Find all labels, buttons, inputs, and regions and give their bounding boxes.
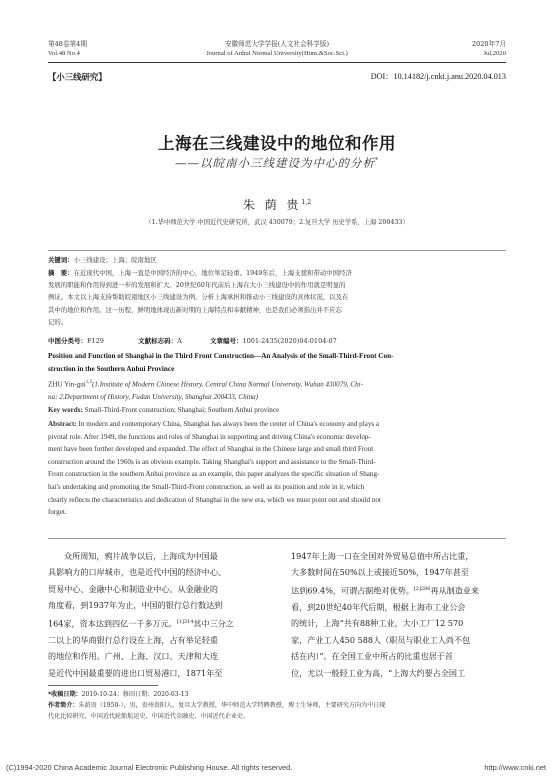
body-line-tail: 再从制造业来: [430, 585, 480, 596]
english-abstract-line: Front construction in the southern Anhui province as an example, this paper analyzes the specific situation of Shang-: [48, 470, 380, 479]
abstract-cn-line: 例证。本文以上海支持帮助皖南地区小三线建设为例，分析上海承担和推动小三线建设的具体状况，以及在: [48, 293, 349, 302]
article-title: 上海在三线建设中的地位和作用: [158, 134, 396, 153]
bio-line: 代化比较研究、中国近代轮船航运史、中国近代金融史、中国近代企业史。: [48, 713, 250, 720]
article-no-label: 文章编号：: [209, 337, 243, 345]
body-line: 具影响力的口岸城市，也是近代中国的经济中心、: [48, 567, 227, 578]
body-column-left: [48, 548, 260, 681]
header-date-cn: 2020年7月: [471, 40, 506, 48]
author-affiliation: （1.华中师范大学 中国近代史研究所，武汉 430079；2.复旦大学 历史学系，上海 200433）: [145, 219, 409, 226]
body-line: 看，到20世纪40年代后期，根据上海市工业公会: [291, 601, 466, 612]
header-journal-en: Journal of Anhui Normal University(Hum.&Soc.Sci.): [206, 50, 348, 57]
english-abstract: [48, 418, 506, 519]
clc-value: F129: [87, 337, 104, 345]
english-affil-line: na; 2.Department of History, Fudan University, Shanghai 200433, China): [48, 392, 259, 401]
copyright-text: (C)1994-2020 China Academic Journal Electronic Publishing House. All rights reserved.: [6, 763, 293, 772]
english-abstract-line: hai's undertaking and promoting the Small-Third-Front construction, as well as its position and role in it, which: [48, 482, 365, 491]
doc-code-value: A: [177, 337, 182, 345]
clc-label: 中图分类号：: [48, 337, 87, 345]
body-line: [48, 614, 260, 632]
cnki-link[interactable]: http://www.cnki.net: [484, 763, 546, 772]
keywords-cn-text: 小三线建设；上海；皖南地区: [73, 256, 157, 264]
subtitle-mark: *: [375, 157, 379, 165]
abstract-cn: [48, 267, 506, 328]
received-dates: 2019-10-24；修回日期：2020-03-13: [81, 691, 189, 698]
doc-code-label: 文献标志码：: [138, 337, 178, 345]
received-label: *收稿日期：: [48, 691, 82, 698]
body-column-right: [291, 548, 506, 681]
body-line: 括在内）”。在全国工业中所占的比重也居于首: [291, 651, 453, 662]
bio-label: 作者简介：: [48, 702, 79, 709]
keywords-cn-label: 关键词：: [48, 256, 74, 264]
english-affil-line: (1.Institute of Modern Chinese History, Central China Normal University, Wuhan 430079, Chi-: [92, 380, 363, 389]
body-line: [291, 581, 506, 599]
body-line: 位，尤以一般轻工业为高，“上海大约要占全国工: [291, 667, 466, 678]
english-abstract-line: In modern and contemporary China, Shanghai has always been the center of China's economy and plays a: [78, 420, 380, 428]
keywords-cn: [48, 254, 506, 266]
english-keywords-text: Small-Third-Front construction; Shanghai; Southern Anhui province: [84, 406, 280, 414]
column-tag: 【小三线研究】: [48, 72, 107, 82]
footnote: [48, 689, 506, 722]
abstract-cn-line: 记的。: [48, 317, 68, 326]
body-line: 大多数时间在50%以上或接近50%，1947年甚至: [291, 567, 469, 578]
english-keywords-label: Key words:: [48, 406, 83, 414]
author-sup: 1,2: [301, 199, 312, 206]
author-name-text: 朱 荫 贵: [242, 198, 302, 212]
english-author-affil: [48, 377, 506, 404]
english-title: [48, 350, 506, 375]
abstract-cn-label: 摘 要：: [48, 269, 74, 277]
english-title-line: struction in the Southern Anhui Province: [48, 364, 175, 373]
english-abstract-line: forget.: [48, 508, 67, 517]
citation-ref: [1]314: [176, 618, 194, 625]
header-rule: [48, 62, 506, 63]
subtitle-text: ——以皖南小三线建设为中心的分析: [175, 156, 375, 170]
classification-line: [48, 335, 506, 347]
header-date-en: Jul.2020: [483, 50, 506, 57]
body-line-text: 164家，资本达到四亿一千多万元。: [48, 618, 177, 629]
english-abstract-label: Abstract:: [48, 420, 77, 428]
english-title-line: Position and Function of Shanghai in the Third Front Construction—An Analysis of the Small-Third-Front Con-: [48, 352, 394, 360]
body-line: 的统计，上海“共有88种工业，大小工厂12 570: [291, 618, 464, 629]
citation-ref: [2]286: [413, 585, 431, 592]
body-line: 1947年上海一口在全国对外贸易总值中所占比重，: [291, 551, 474, 561]
body-line: 角度看，到1937年为止，中国的银行总行数达到: [48, 600, 223, 611]
english-abstract-line: clearly reflects the characteristics and dedication of Shanghai in the new era, which we must point out and should not: [48, 495, 381, 504]
header-journal-cn: 安徽师范大学学报(人文社会科学版): [224, 40, 330, 48]
abstract-top-rule: [48, 250, 506, 251]
english-author: ZHU Yin-gui: [48, 380, 86, 389]
header-issue-en: Vol.48 No.4: [48, 50, 80, 57]
header-volume: 第48卷第4期: [48, 40, 87, 48]
abstract-cn-line: 在近现代中国，上海一直是中国经济的中心，地位举足轻重。1949年后，上海支援和带动中国经济: [73, 269, 352, 277]
body-line: 众所周知，鸦片战争以后，上海成为中国最: [64, 551, 218, 561]
article-subtitle: [0, 155, 554, 171]
article-no-value: 1001-2435(2020)04-0104-07: [242, 337, 337, 345]
footnote-rule: [48, 685, 158, 686]
english-abstract-line: ment have been further developed and expanded. The effect of Shanghai in the Chinese large and small third Front: [48, 445, 374, 454]
body-line: 家，产业工人450 588人（职员与职业工人尚不包: [291, 634, 471, 645]
body-line: 的地位和作用。广州、上海、汉口、天津和大连: [48, 651, 218, 662]
body-line-text: 达到69.4%，可谓占据绝对优势。: [291, 585, 414, 596]
header-date-block: [472, 40, 506, 58]
doi: DOI：10.14182/j.cnki.j.anu.2020.04.013: [370, 72, 506, 81]
abstract-bottom-rule: [48, 538, 506, 539]
body-line: 贸易中心、金融中心和制造业中心。从金融业的: [48, 583, 218, 594]
bio-line: 朱荫贵（1950-），男，贵州贵阳人，复旦大学教授，华中师范大学特聘教授，博士生导师，主要研究方向为中日现: [78, 702, 386, 709]
abstract-cn-line: 其中的地位和作用。这一历程，鲜明地体现出新时期的上海特点和奉献精神，也是我们必须指出并不应忘: [48, 305, 342, 314]
english-abstract-line: pivotal role. After 1949, the functions and roles of Shanghai in supporting and driving China's economic develop-: [48, 432, 371, 441]
author-name: [0, 196, 554, 213]
english-author-sup: 1,2: [85, 380, 93, 385]
body-line-tail: 其中三分之: [193, 618, 234, 629]
abstract-cn-line: 发展的职能和作用得到进一步的发展和扩大。20世纪60年代前后上海在大小三线建设中的作用就是明显的: [48, 281, 346, 290]
body-line: 二以上的华商银行总行设在上海，占有举足轻重: [48, 634, 218, 645]
body-line: 是近代中国最重要的进出口贸易港口，1871年至: [48, 667, 223, 678]
english-abstract-line: construction around the 1960s is an obvious example. Taking Shanghai's support and assistance to the Small-Third-: [48, 457, 376, 466]
english-keywords: [48, 404, 506, 417]
